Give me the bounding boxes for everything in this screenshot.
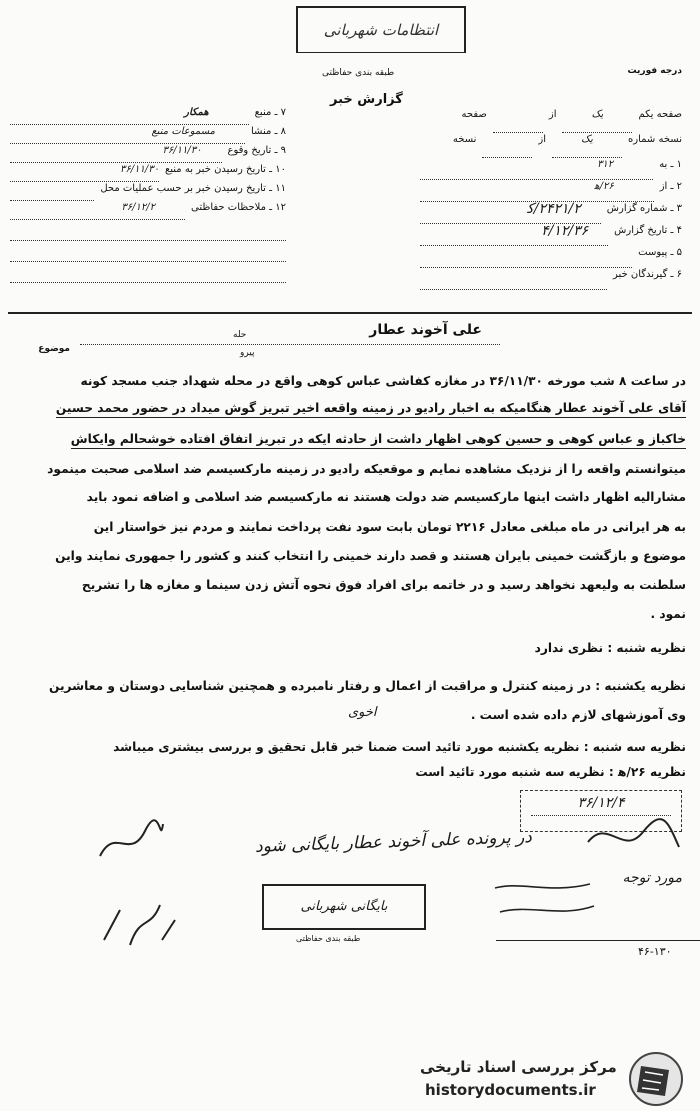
body-line-5: ﻣﺸﺎﺭﺍﻟﯿﻪ ﺍﻇﻬﺎﺭ ﺩﺍﺷﺖ ﺍﯾﻨﻬﺎ ﻣﺎﺭﮐﺴﯿﺴﻢ ﺿﺪ ﺩﻭﻟﺖ ﻫﺴﺘﻨﺪ ﻧﻪ ﻣﺎﺭﮐﺴﯿﺴﻢ ﺿﺪ ﺍﺳﻼﻣﯽ ﻭ ﺍﺿﺎﻓﻪ ﻧﻤﻮﺩ ﺑﺎﯾﺪ — [86, 490, 686, 504]
comment-sunday-2: ﻭﯼ ﺁﻣﻮﺯﺷﻬﺎﯼ ﻻﺯﻡ ﺩﺍﺩﻩ ﺷﺪﻩ ﺍﺳﺖ . — [470, 708, 686, 722]
handwritten-initials: ﺍﺧﻮﯼ — [348, 705, 377, 720]
field-source: ۷ ـ ﻣﻨﺒﻊ ﻫﻤﮑﺎﺭ — [10, 106, 286, 125]
subject-value: ﻋﻠﯽ ﺁﺧﻮﻧﺪ ﻋﻄﺎﺭ — [369, 322, 482, 338]
report-title: ﮔﺰﺍﺭﺵ ﺧﺒﺮ — [330, 92, 403, 107]
field-from: ۲ ـ ﺍﺯ ۲۶/ﻫ — [420, 180, 682, 202]
signature-left — [95, 816, 165, 870]
classification-label: ﻃﺒﻘﻪ ﺑﻨﺪﯼ ﺣﻔﺎﻇﺘﯽ — [322, 68, 395, 78]
bottom-underline — [496, 940, 700, 941]
body-line-3: ﺧﺎﮐﺒﺎﺯ ﻭ ﻋﺒﺎﺱ ﮐﻮﻫﯽ ﻭ ﺣﺴﯿﻦ ﮐﻮﻫﯽ ﺍﻇﻬﺎﺭ ﺩﺍﺷﺖ ﺍﺯ ﺣﺎﺩﺛﻪ ﺍﯾﮑﻪ ﺩﺭ ﺗﺒﺮﯾﺰ ﺍﺗﻔﺎﻕ ﺍﻓﺘﺎﺩﻩ ﺧﻮﺷﺤﺎﻟﻢ ﻭﺍﯾﮑﺎﺵ — [71, 432, 686, 449]
comment-26h: ﻧﻈﺮﯾﻪ ۲۶/ﻫ : ﻧﻈﺮﯾﻪ ﺳﻪ ﺷﻨﺒﻪ ﻣﻮﺭﺩ ﺗﺎﺋﯿﺪ ﺍﺳﺖ — [415, 765, 686, 779]
subject-side-note-2: ﭘﯿﺮﻭ — [240, 348, 255, 358]
field-report-date: ۴ ـ ﺗﺎﺭﯾﺦ ﮔﺰﺍﺭﺵ ۴/۱۲/۳۶ — [420, 224, 682, 246]
field-security-notes: ۱۲ ـ ﻣﻼﺣﻈﺎﺕ ﺣﻔﺎﻇﺘﯽ ۳۶/۱۲/۲ — [10, 201, 286, 220]
date-scrawl — [100, 900, 180, 954]
comment-sunday-1: ﻧﻈﺮﯾﻪ ﯾﮑﺸﻨﺒﻪ : ﺩﺭ ﺯﻣﯿﻨﻪ ﮐﻨﺘﺮﻝ ﻭ ﻣﺮﺍﻗﺒﺖ ﺍﺯ ﺍﻋﻤﺎﻝ ﻭ ﺭﻓﺘﺎﺭ ﻧﺎﻣﺒﺮﺩﻩ ﻭ ﻫﻤﭽﻨﯿﻦ ﺷﻨﺎﺳﺎﯾﯽ ﺩﻭﺳﺘﺎﻥ ﻭ ﻣﻌﺎﺷﺮﯾﻦ — [49, 679, 686, 693]
subject-side-note-1: ﺣﻠﻪ — [233, 330, 247, 340]
field-occurrence-date: ۹ ـ ﺗﺎﺭﯾﺦ ﻭﻗﻮﻉ ۳۶/۱۱/۳۰ — [10, 144, 286, 163]
field-received-date: ۱۰ ـ ﺗﺎﺭﯾﺦ ﺭﺳﯿﺪﻥ ﺧﺒﺮ ﺑﻪ ﻣﻨﺒﻊ ۳۶/۱۱/۳۰ — [10, 163, 286, 182]
comment-tuesday: ﻧﻈﺮﯾﻪ ﺳﻪ ﺷﻨﺒﻪ : ﻧﻈﺮﯾﻪ ﯾﮑﺸﻨﺒﻪ ﻣﻮﺭﺩ ﺗﺎﺋﯿﺪ ﺍﺳﺖ ﺿﻤﻨﺎ ﺧﺒﺮ ﻗﺎﺑﻞ ﺗﺤﻘﯿﻖ ﻭ ﺑﺮﺭﺳﯽ ﺑﯿﺸﺘﺮﯼ ﻣﯿﺒﺎﺷﺪ — [113, 740, 686, 754]
field-local-ops-date: ۱۱ ـ ﺗﺎﺭﯾﺦ ﺭﺳﯿﺪﻥ ﺧﺒﺮ ﺑﺮ ﺣﺴﺐ ﻋﻤﻠﯿﺎﺕ ﻣﺤﻞ — [10, 182, 286, 201]
header-divider — [8, 312, 692, 314]
received-stamp-date: ۳۶/۱۲/۴ — [577, 795, 625, 811]
date-scrawl-mark — [100, 900, 180, 950]
field-page: ﺻﻔﺤﻪ ﯾﮑﻢ ﯾﮏ ﺍﺯ ﺻﻔﺤﻪ — [420, 108, 682, 133]
bottom-handwriting-mark — [490, 876, 600, 936]
body-line-7: ﻣﻮﺿﻮﻉ ﻭ ﺑﺎﺯﮔﺸﺖ ﺧﻤﯿﻨﯽ ﺑﺎﯾﺮﺍﻥ ﻫﺴﺘﻨﺪ ﻭ ﻗﺼﺪ ﺩﺍﺭﻧﺪ ﺧﻤﯿﻨﯽ ﺭﺍ ﺍﻧﺘﺨﺎﺏ ﮐﻨﻨﺪ ﻭ ﮐﺸﻮﺭ ﺭﺍ ﺟﻤﻬﻮﺭﯼ ﻧﻤﺎﯾﻨﺪ ﻭﺍﯾﻦ — [55, 549, 686, 563]
left-fields — [10, 106, 286, 283]
watermark-site-name: ﻣﺮﮐﺰ ﺑﺮﺭﺳﯽ ﺍﺳﻨﺎﺩ ﺗﺎﺭﯾﺨﯽ — [420, 1058, 617, 1076]
field-report-number: ۳ ـ ﺷﻤﺎﺭﻩ ﮔﺰﺍﺭﺵ ۲۴۲۱/۲/ﮐ — [420, 202, 682, 224]
stamp-caption: ﻃﺒﻘﻪ ﺑﻨﺪﯼ ﺣﻔﺎﻇﺘﯽ — [296, 934, 361, 943]
body-line-8: ﺳﻠﻄﻨﺖ ﺑﻪ ﻭﻟﯿﻌﻬﺪ ﻧﺨﻮﺍﻫﺪ ﺭﺳﯿﺪ ﻭ ﺩﺭ ﺧﺎﺗﻤﻪ ﺑﺮﺍﯼ ﺍﻓﺮﺍﺩ ﻓﻮﻕ ﻧﺤﻮﻩ ﺁﺗﺶ ﺯﺩﻥ ﺳﯿﻨﻤﺎ ﻭ ﻣﻐﺎﺯﻩ ﻫﺎ ﺭﺍ ﺗﺸﺮﯾﺢ — [81, 578, 686, 592]
field-origin: ۸ ـ ﻣﻨﺸﺎ ﻣﺴﻤﻮﻋﺎﺕ ﻣﻨﺒﻊ — [10, 125, 286, 144]
signature-right — [583, 812, 683, 866]
field-copy: ﻧﺴﺨﻪ ﺷﻤﺎﺭﻩ ﯾﮏ ﺍﺯ ﻧﺴﺨﻪ — [420, 133, 682, 158]
handwritten-margin-note: ﺩﺭ ﭘﺮﻭﻧﺪﻩ ﻋﻠﯽ ﺁﺧﻮﻧﺪ ﻋﻄﺎﺭ ﺑﺎﯾﮕﺎﻧﯽ ﺷﻮﺩ — [254, 827, 533, 857]
body-line-9: ﻧﻤﻮﺩ . — [650, 607, 686, 621]
body-line-4: ﻣﯿﺘﻮﺍﻧﺴﺘﻢ ﻭﺍﻗﻌﻪ ﺭﺍ ﺍﺯ ﻧﺰﺩﯾﮏ ﻣﺸﺎﻫﺪﻩ ﻧﻤﺎﯾﻢ ﻭ ﻣﻮﻗﻌﯿﮑﻪ ﺭﺍﺩﯾﻮ ﺩﺭ ﺯﻣﯿﻨﻪ ﻣﺎﺭﮐﺴﯿﺴﻢ ﺿﺪ ﺍﺳﻼﻣﯽ ﺻﺤﺒﺖ ﻣﯿﻨﻤﻮﺩ — [47, 462, 686, 476]
ref-number: ۴۶-۱۳۰ — [638, 945, 672, 958]
bottom-handwriting — [490, 876, 600, 940]
watermark-logo — [625, 1050, 687, 1112]
body-line-2: ﺁﻗﺎﯼ ﻋﻠﯽ ﺁﺧﻮﻧﺪ ﻋﻄﺎﺭ ﻫﻨﮕﺎﻣﯿﮑﻪ ﺑﻪ ﺍﺧﺒﺎﺭ ﺭﺍﺩﯾﻮ ﺩﺭ ﺯﻣﯿﻨﻪ ﻭﺍﻗﻌﻪ ﺍﺧﯿﺮ ﺗﺒﺮﯾﺰ ﮔﻮﺵ ﻣﯿﺪﺍﺩ ﺩﺭ ﺣﻀﻮﺭ ﻣﺤﻤﺪ ﺣﺴﯿﻦ — [56, 401, 686, 418]
top-stamp — [296, 6, 466, 53]
watermark-site-url: historydocuments.ir — [425, 1081, 596, 1099]
comment-saturday: ﻧﻈﺮﯾﻪ ﺷﻨﺒﻪ : ﻧﻈﺮﯼ ﻧﺪﺍﺭﺩ — [534, 641, 686, 655]
signature-mark — [95, 816, 165, 866]
priority-label: ﺩﺭﺟﻪ ﻓﻮﺭﯾﺖ — [627, 66, 682, 76]
subject-underline — [80, 344, 500, 345]
body-line-6: ﺑﻪ ﻫﺮ ﺍﯾﺮﺍﻧﯽ ﺩﺭ ﻣﺎﻩ ﻣﺒﻠﻐﯽ ﻣﻌﺎﺩﻝ ۲۲۱۶ ﺗﻮﻣﺎﻥ ﺑﺎﺑﺖ ﺳﻮﺩ ﻧﻔﺖ ﭘﺮﺩﺍﺧﺖ ﻧﻤﺎﯾﻨﺪ ﻭ ﻣﺮﺩﻡ ﻧﯿﺰ ﺧﻮﺍﺳﺘﺎﺭ ﺍﯾﻦ — [93, 520, 686, 534]
field-recipients: ۶ ـ ﮔﯿﺮﻧﺪﮔﺎﻥ ﺧﺒﺮ — [420, 268, 682, 290]
handwritten-right-note: ﻣﻮﺭﺩ ﺗﻮﺟﻪ — [622, 870, 682, 886]
signature-mark-2 — [583, 812, 683, 862]
top-stamp-text: ﺍﻧﺘﻈﺎﻣﺎﺕ ﺷﻬﺮﺑﺎﻧﯽ — [323, 21, 439, 39]
right-fields — [420, 108, 682, 290]
field-to: ۱ ـ ﺑﻪ ۳۱۲ — [420, 158, 682, 180]
book-icon — [625, 1050, 687, 1108]
subject-label: ﻣﻮﺿﻮﻉ — [38, 344, 70, 354]
field-attachment: ۵ ـ ﭘﯿﻮﺳﺖ — [420, 246, 682, 268]
archive-stamp — [262, 884, 426, 930]
body-line-1: ﺩﺭ ﺳﺎﻋﺖ ۸ ﺷﺐ ﻣﻮﺭﺧﻪ ۳۶/۱۱/۳۰ ﺩﺭ ﻣﻐﺎﺯﻩ ﮐﻔﺎﺷﯽ ﻋﺒﺎﺱ ﮐﻮﻫﯽ ﻭﺍﻗﻊ ﺩﺭ ﻣﺤﻠﻪ ﺷﻬﺪﺍﺩ ﺟﻨﺐ ﻣﺴﺠﺪ ﮐﻮﻧﻪ — [80, 374, 686, 388]
archive-stamp-text: ﺑﺎﯾﮕﺎﻧﯽ ﺷﻬﺮﺑﺎﻧﯽ — [300, 899, 388, 914]
